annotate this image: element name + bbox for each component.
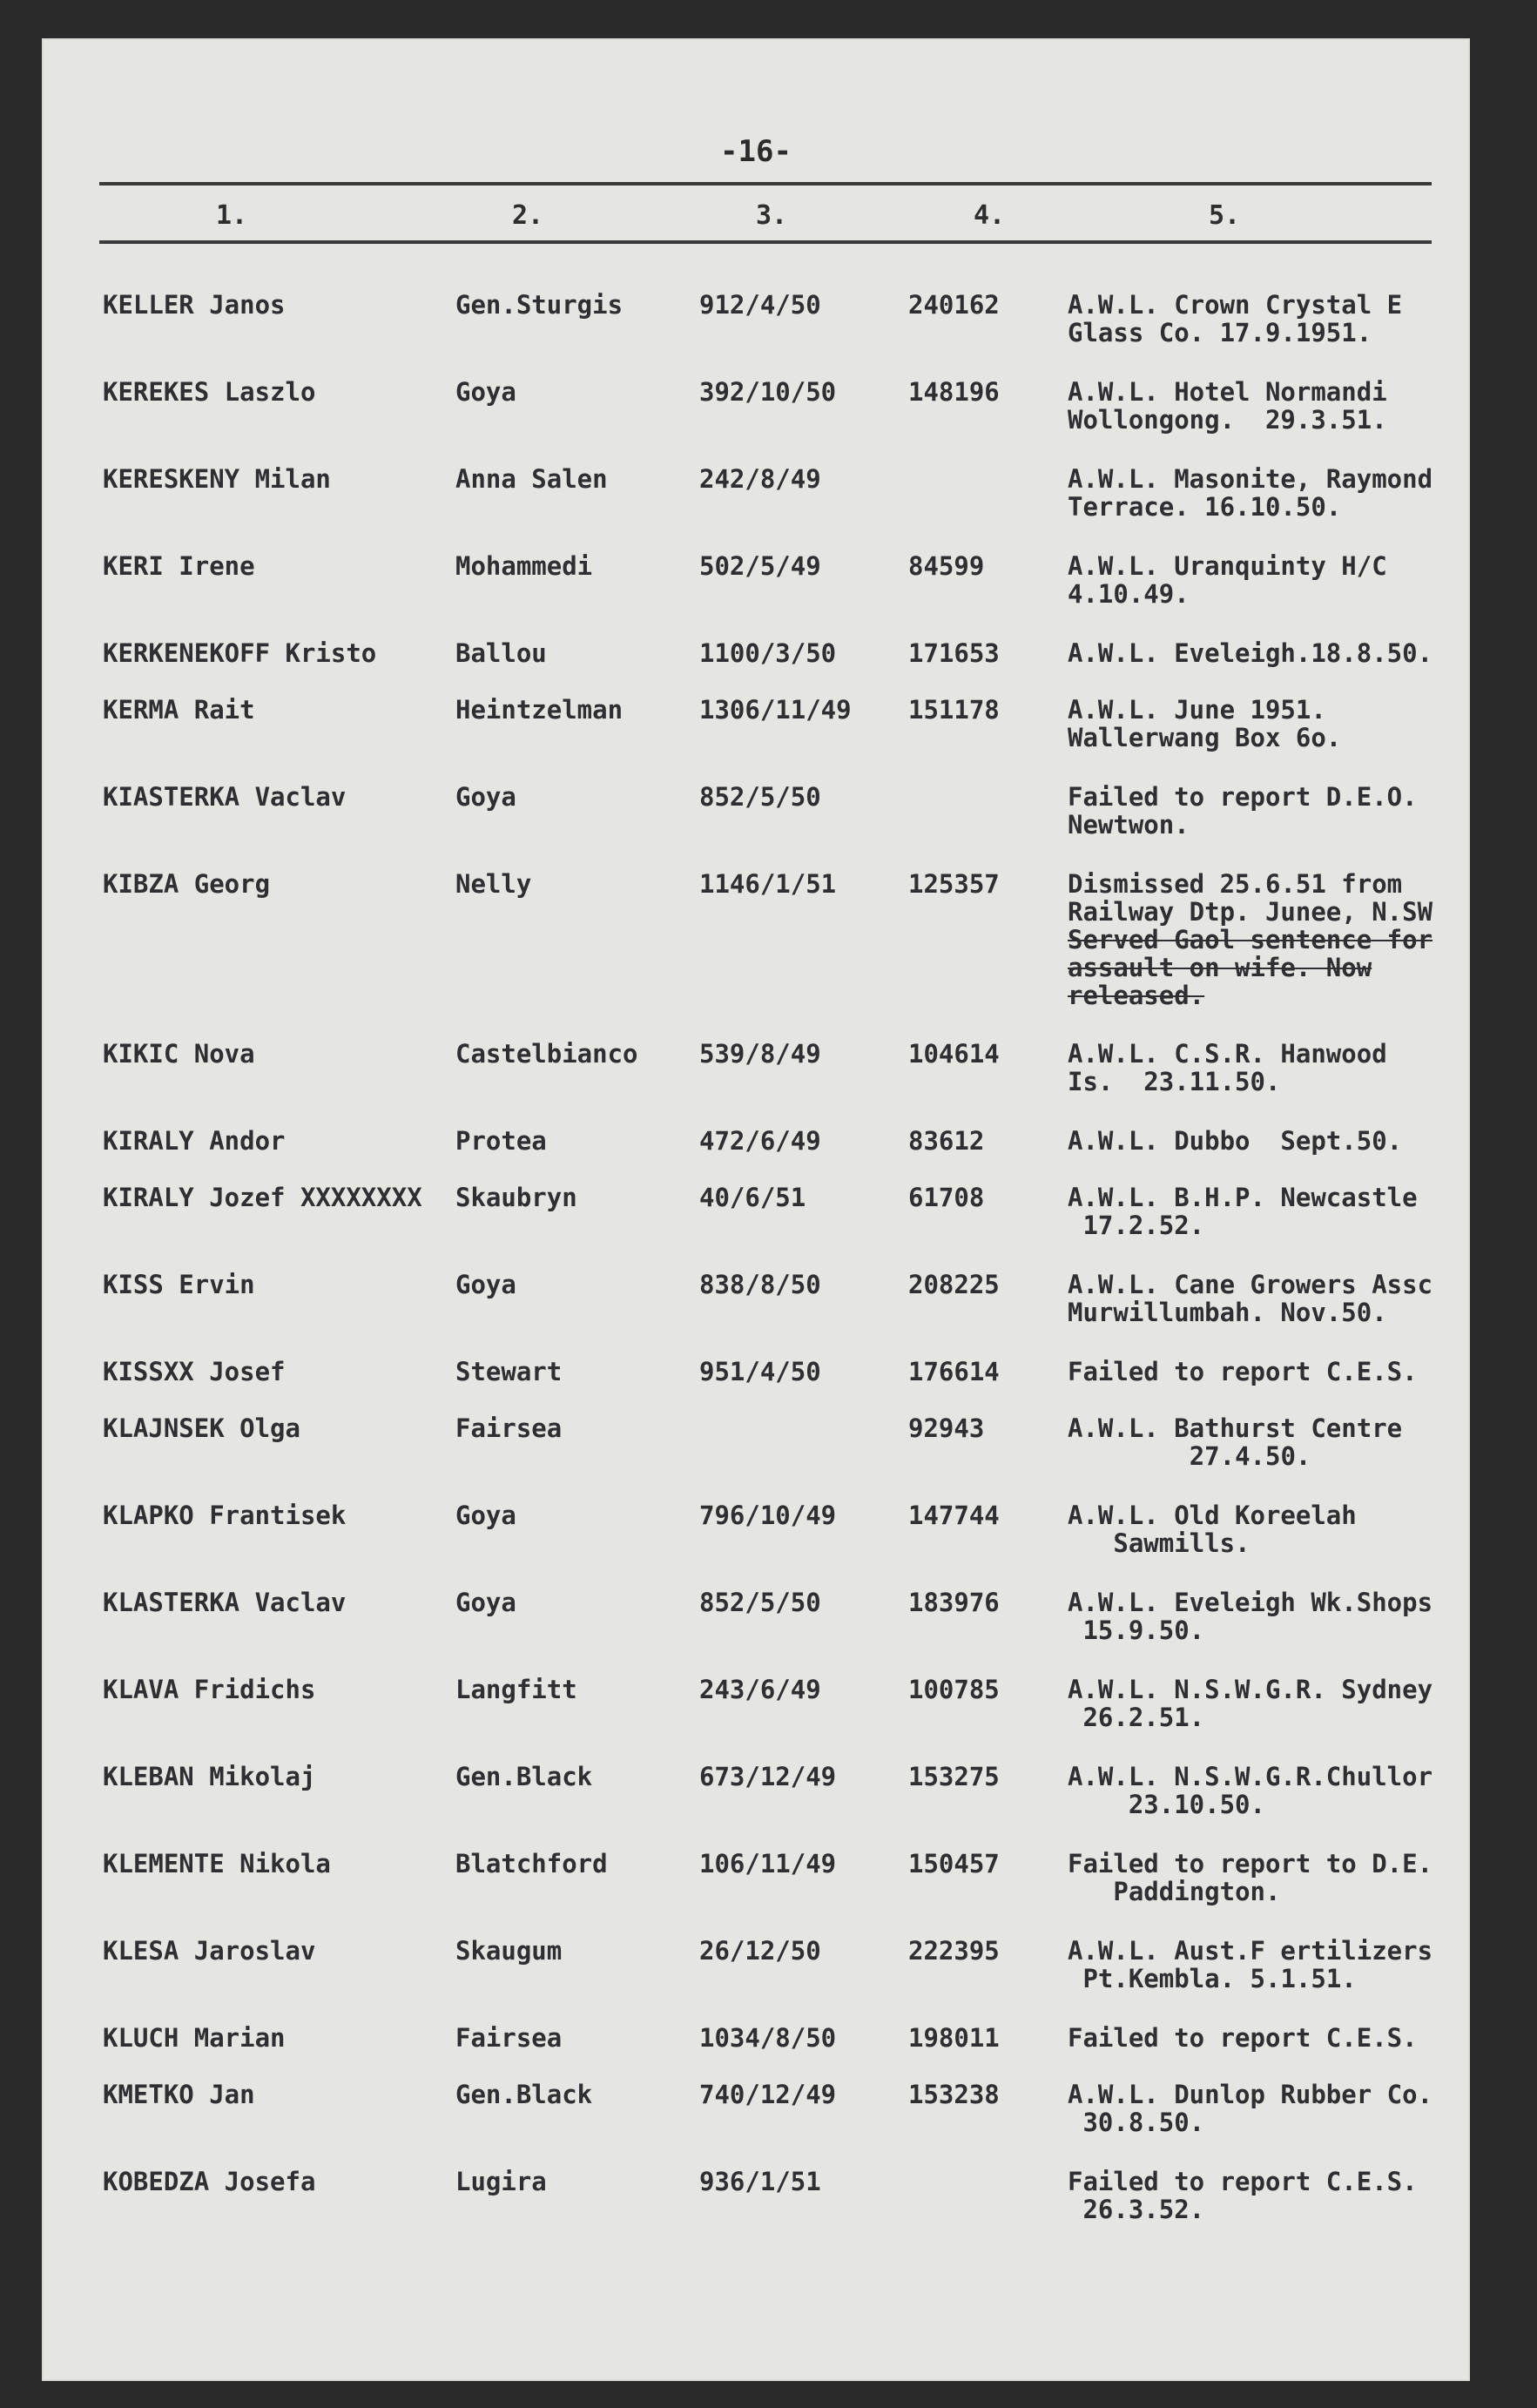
reference-number: 392/10/50 (699, 377, 837, 407)
person-name: KERKENEKOFF Kristo (103, 638, 377, 668)
reference-number: 26/12/50 (699, 1936, 821, 1966)
ship-name: Mohammedi (455, 551, 593, 581)
remarks: A.W.L. Dubbo Sept.50. (1068, 1127, 1403, 1155)
column-header-3: 3. (756, 200, 788, 231)
ship-name: Blatchford (455, 1849, 608, 1879)
table-row (42, 1271, 1470, 1349)
page-number: -16- (720, 134, 792, 169)
ship-name: Protea (455, 1126, 547, 1156)
person-name: KIKIC Nova (103, 1039, 255, 1069)
registration-number: 183976 (908, 1588, 1000, 1617)
struck-remarks: Served Gaol sentence for assault on wife. Now released. (1068, 926, 1433, 1009)
person-name: KLAPKO Frantisek (103, 1501, 347, 1530)
registration-number: 83612 (908, 1126, 985, 1156)
ship-name: Lugira (455, 2167, 547, 2196)
table-row (42, 2081, 1470, 2159)
table-row (42, 1501, 1470, 1580)
registration-number: 92943 (908, 1413, 985, 1443)
registration-number: 150457 (908, 1849, 1000, 1879)
reference-number: 502/5/49 (699, 551, 821, 581)
registration-number: 104614 (908, 1039, 1000, 1069)
reference-number: 242/8/49 (699, 464, 821, 494)
reference-number: 243/6/49 (699, 1675, 821, 1704)
registration-number: 240162 (908, 290, 1000, 320)
ship-name: Langfitt (455, 1675, 577, 1704)
person-name: KERESKENY Milan (103, 464, 331, 494)
remarks: Dismissed 25.6.51 from Railway Dtp. Junee, N.SW (1068, 870, 1433, 926)
table-row (42, 869, 1470, 1009)
person-name: KLASTERKA Vaclav (103, 1588, 347, 1617)
person-name: KLESA Jaroslav (103, 1936, 316, 1966)
remarks: A.W.L. N.S.W.G.R.Chullor 23.10.50. (1068, 1763, 1433, 1818)
table-row (42, 2168, 1470, 2246)
registration-number: 153238 (908, 2080, 1000, 2109)
registration-number: 151178 (908, 695, 1000, 725)
header-rule-top (99, 182, 1432, 185)
remarks: Failed to report C.E.S. 26.3.52. (1068, 2168, 1418, 2223)
table-row (42, 465, 1470, 543)
remarks: A.W.L. Hotel Normandi Wollongong. 29.3.51. (1068, 378, 1387, 434)
ship-name: Anna Salen (455, 464, 608, 494)
table-row (42, 1040, 1470, 1118)
registration-number: 176614 (908, 1357, 1000, 1386)
person-name: KLEMENTE Nikola (103, 1849, 331, 1879)
reference-number: 106/11/49 (699, 1849, 837, 1879)
remarks: A.W.L. Crown Crystal E Glass Co. 17.9.1951. (1068, 291, 1403, 347)
person-name: KLAJNSEK Olga (103, 1413, 300, 1443)
person-name: KISSXX Josef (103, 1357, 286, 1386)
reference-number: 1146/1/51 (699, 869, 837, 899)
column-header-5: 5. (1209, 200, 1241, 231)
person-name: KISS Ervin (103, 1270, 255, 1299)
registration-number: 198011 (908, 2023, 1000, 2053)
header-rule-bottom (99, 240, 1432, 244)
table-row (42, 1184, 1470, 1262)
remarks: A.W.L. Masonite, Raymond Terrace. 16.10.50. (1068, 465, 1433, 521)
ship-name: Skaugum (455, 1936, 563, 1966)
ship-name: Heintzelman (455, 695, 624, 725)
ship-name: Goya (455, 1588, 516, 1617)
remarks: A.W.L. Eveleigh Wk.Shops 15.9.50. (1068, 1588, 1433, 1644)
reference-number: 1034/8/50 (699, 2023, 837, 2053)
remarks: A.W.L. B.H.P. Newcastle 17.2.52. (1068, 1184, 1418, 1239)
registration-number: 61708 (908, 1183, 985, 1212)
registration-number: 125357 (908, 869, 1000, 899)
ship-name: Gen.Black (455, 1762, 593, 1791)
table-row (42, 1850, 1470, 1928)
person-name: KOBEDZA Josefa (103, 2167, 316, 2196)
registration-number: 147744 (908, 1501, 1000, 1530)
registration-number: 84599 (908, 551, 985, 581)
person-name: KERI Irene (103, 551, 255, 581)
registration-number: 171653 (908, 638, 1000, 668)
registration-number: 153275 (908, 1762, 1000, 1791)
person-name: KLEBAN Mikolaj (103, 1762, 316, 1791)
remarks: A.W.L. C.S.R. Hanwood Is. 23.11.50. (1068, 1040, 1387, 1096)
person-name: KLUCH Marian (103, 2023, 286, 2053)
remarks: A.W.L. N.S.W.G.R. Sydney 26.2.51. (1068, 1676, 1433, 1731)
remarks: Failed to report to D.E. Paddington. (1068, 1850, 1433, 1905)
remarks: A.W.L. June 1951. Wallerwang Box 6o. (1068, 696, 1342, 752)
ship-name: Nelly (455, 869, 532, 899)
person-name: KLAVA Fridichs (103, 1675, 316, 1704)
person-name: KEREKES Laszlo (103, 377, 316, 407)
ship-name: Stewart (455, 1357, 563, 1386)
remarks: Failed to report C.E.S. (1068, 2024, 1418, 2052)
remarks: A.W.L. Uranquinty H/C 4.10.49. (1068, 552, 1387, 608)
table-row (42, 696, 1470, 774)
reference-number: 838/8/50 (699, 1270, 821, 1299)
reference-number: 852/5/50 (699, 782, 821, 812)
ship-name: Fairsea (455, 2023, 563, 2053)
person-name: KELLER Janos (103, 290, 286, 320)
ship-name: Fairsea (455, 1413, 563, 1443)
remarks: Failed to report C.E.S. (1068, 1358, 1418, 1386)
remarks: A.W.L. Eveleigh.18.8.50. (1068, 639, 1433, 667)
reference-number: 951/4/50 (699, 1357, 821, 1386)
remarks: A.W.L. Cane Growers Assc Murwillumbah. Nov.50. (1068, 1271, 1433, 1326)
remarks: Failed to report D.E.O. Newtwon. (1068, 783, 1418, 839)
reference-number: 40/6/51 (699, 1183, 806, 1212)
table-row (42, 1676, 1470, 1754)
ship-name: Goya (455, 1270, 516, 1299)
ship-name: Gen.Sturgis (455, 290, 624, 320)
document-page (42, 38, 1470, 2381)
ship-name: Skaubryn (455, 1183, 577, 1212)
registration-number: 100785 (908, 1675, 1000, 1704)
remarks: A.W.L. Aust.F ertilizers Pt.Kembla. 5.1.51. (1068, 1937, 1433, 1993)
person-name: KIBZA Georg (103, 869, 271, 899)
column-header-4: 4. (974, 200, 1006, 231)
reference-number: 936/1/51 (699, 2167, 821, 2196)
ship-name: Gen.Black (455, 2080, 593, 2109)
table-row (42, 1937, 1470, 2015)
registration-number: 208225 (908, 1270, 1000, 1299)
table-row (42, 1763, 1470, 1841)
table-row (42, 1588, 1470, 1667)
registration-number: 222395 (908, 1936, 1000, 1966)
table-row (42, 378, 1470, 456)
reference-number: 740/12/49 (699, 2080, 837, 2109)
table-row (42, 291, 1470, 369)
column-header-1: 1. (216, 200, 248, 231)
table-row (42, 552, 1470, 631)
remarks: A.W.L. Dunlop Rubber Co. 30.8.50. (1068, 2081, 1433, 2136)
ship-name: Castelbianco (455, 1039, 638, 1069)
reference-number: 673/12/49 (699, 1762, 837, 1791)
person-name: KERMA Rait (103, 695, 255, 725)
reference-number: 912/4/50 (699, 290, 821, 320)
table-row (42, 783, 1470, 861)
reference-number: 1306/11/49 (699, 695, 852, 725)
person-name: KIRALY Andor (103, 1126, 286, 1156)
person-name: KIRALY Jozef XXXXXXXX (103, 1183, 422, 1212)
registration-number: 148196 (908, 377, 1000, 407)
person-name: KIASTERKA Vaclav (103, 782, 347, 812)
remarks: A.W.L. Bathurst Centre 27.4.50. (1068, 1414, 1403, 1470)
ship-name: Ballou (455, 638, 547, 668)
reference-number: 852/5/50 (699, 1588, 821, 1617)
ship-name: Goya (455, 1501, 516, 1530)
column-header-2: 2. (512, 200, 544, 231)
reference-number: 796/10/49 (699, 1501, 837, 1530)
reference-number: 472/6/49 (699, 1126, 821, 1156)
person-name: KMETKO Jan (103, 2080, 255, 2109)
reference-number: 1100/3/50 (699, 638, 837, 668)
remarks: A.W.L. Old Koreelah Sawmills. (1068, 1501, 1357, 1557)
ship-name: Goya (455, 377, 516, 407)
table-row (42, 1414, 1470, 1493)
reference-number: 539/8/49 (699, 1039, 821, 1069)
ship-name: Goya (455, 782, 516, 812)
